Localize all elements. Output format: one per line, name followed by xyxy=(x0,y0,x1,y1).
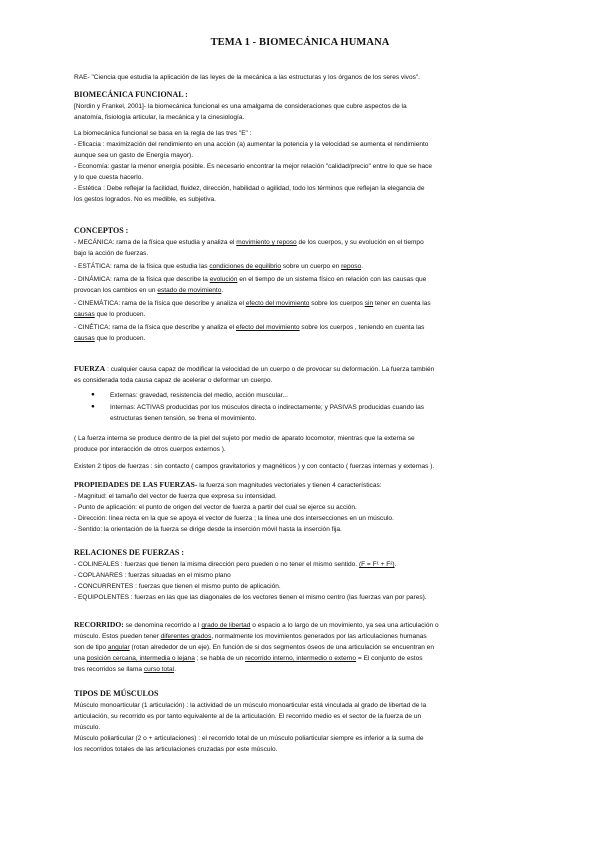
rae-text: - "Ciencia que estudia la aplicación de las leyes de la mecánica a las estructuras y los órganos de los seres vivos". xyxy=(87,74,420,81)
list-item: - COLINEALES : fuerzas que tienen la misma dirección pero pueden o no tener el mismo sentido. (F = F¹ + F²). xyxy=(74,561,397,568)
fuerza-label: FUERZA xyxy=(74,364,106,373)
rae-label: RAE xyxy=(74,74,88,81)
text-line: Músculo poliarticular (2 o + articulaciones) : el recorrido total de un músculo poliarticular siempre es inferior a la suma de xyxy=(74,735,424,742)
text-line: Músculo monoarticular (1 articulación) : la actividad de un músculo monoarticular está vinculada al grado de libertad de la xyxy=(74,702,427,709)
text-line: los gestos logrados. No es medible, es subjetiva. xyxy=(74,196,216,203)
fuerza-tipos: Existen 2 tipos de fuerzas : sin contacto ( campos gravitatorios y magnéticos ) y con contacto ( fuerzas internas y externas ). xyxy=(74,463,435,470)
list-item: - Magnitud: el tamaño del vector de fuerza que expresa su intensidad. xyxy=(74,493,277,500)
section-heading-musculos: TIPOS DE MÚSCULOS xyxy=(74,689,159,698)
text-line: ( La fuerza interna se produce dentro de la piel del sujeto por medio de aparato locomotor, mientras que la externa se xyxy=(74,435,415,442)
concept-cinetica: - CINÉTICA: rama de la física que describe y analiza el efecto del movimiento sobre los cuerpos , teniendo en cuenta las xyxy=(74,324,425,331)
text-line: RECORRIDO: se denomina recorrido a l grado de libertad o espacio a lo largo de un movimiento, ya sea una articulación o xyxy=(74,620,439,629)
fuerza-note xyxy=(74,433,534,455)
concept-cinematica: - CINEMÁTICA: rama de la física que describe y analiza el efecto del movimiento sobre los cuerpos sin tener en cuenta las xyxy=(74,300,431,307)
text-line: es considerada toda causa capaz de acelerar o deformar un cuerpo. xyxy=(74,377,273,384)
text-line: provocan los cambios en un estado de movimiento. xyxy=(74,287,224,294)
bullet-dot: ● xyxy=(91,391,95,398)
text-line: produce por interacción de otros cuerpos externos ). xyxy=(74,446,226,453)
text-line: son de tipo angular (rotan alrededor de un eje). En función de si dos segmentos óseos de una articulación se encuentran en xyxy=(74,644,434,651)
list-item: - COPLANARES : fuerzas situadas en el mismo plano xyxy=(74,572,231,579)
text-line: causas que lo producen. xyxy=(74,311,146,318)
text-line: los recorridos totales de las articulaciones cruzadas por este músculo. xyxy=(74,746,278,753)
text-line: articulación, su recorrido es por tanto equivalente al de la articulación. El recorrido medio es el sector de la fuerza de un xyxy=(74,713,422,720)
text-line: - Eficacia : maximización del rendimiento en una acción (a) aumentar la potencia y la velocidad se aumenta el rendimiento xyxy=(74,141,429,148)
concept-dinamica: - DINÁMICA: rama de la física que describe la evolución en el tiempo de un sistema físico en relación con las causas que xyxy=(74,276,427,283)
text-line: tres recorridos se llama curso total. xyxy=(74,666,176,673)
biomecanica-paragraph xyxy=(74,101,534,205)
list-item: - Punto de aplicación: el punto de origen del vector de fuerza a partir del cual se ejerce su acción. xyxy=(74,504,357,511)
bullet-internas: Internas: ACTIVAS producidas por los músculos directa o indirectamente; y PASIVAS producidas cuando las estructuras tienen tensión, se frena el movimiento. xyxy=(110,404,425,422)
text-line: y lo que cuesta hacerlo. xyxy=(74,174,144,181)
propiedades-list xyxy=(74,491,534,535)
bullet-externas: Externas: gravedad, resistencia del medio, acción muscular... xyxy=(110,392,288,399)
fuerza-paragraph xyxy=(74,363,534,386)
text-line: causas que lo producen. xyxy=(74,335,146,342)
text-line: - Estética : Debe reflejar la facilidad, fluidez, dirección, habilidad o agilidad, todo los términos que reflejan la elegancia de xyxy=(74,185,425,192)
musculos-paragraph xyxy=(74,700,534,755)
text-line: La biomecánica funcional se basa en la regla de las tres "E" : xyxy=(74,130,252,137)
list-item: - Dirección: línea recta en la que se apoya el vector de fuerza ; la línea une dos intersecciones en un músculo. xyxy=(74,515,394,522)
text-line: FUERZA : cualquier causa capaz de modificar la velocidad de un cuerpo o de provocar su deformación. La fuerza también xyxy=(74,364,435,373)
text-line: aunque sea un gasto de Energía mayor). xyxy=(74,152,194,159)
propiedades-heading-line: PROPIEDADES DE LAS FUERZAS- la fuerza son magnitudes vectoriales y tienen 4 características: xyxy=(74,480,382,489)
conceptos-list xyxy=(74,237,534,344)
bullet-dot: ● xyxy=(91,403,95,410)
document-title: TEMA 1 - BIOMECÁNICA HUMANA xyxy=(210,37,390,48)
text-line: músculo. Estos pueden tener diferentes grados, normalmente los movimientos generados por las articulaciones humanas xyxy=(74,633,427,640)
section-heading-propiedades: PROPIEDADES DE LAS FUERZAS- xyxy=(74,480,198,489)
text-line: [Nordin y Frankel, 2001]- la biomecánica funcional es una amalgama de consideraciones que cubre aspectos de la xyxy=(74,103,407,110)
text-line: anatomía, fisiología articular, la mecánica y la cinesiología. xyxy=(74,114,245,121)
rae-definition xyxy=(74,72,534,83)
section-heading-conceptos: CONCEPTOS : xyxy=(74,226,129,235)
section-heading-biomecanica: BIOMECÁNICA FUNCIONAL : xyxy=(74,90,188,99)
text-line: músculo. xyxy=(74,724,101,731)
relaciones-list xyxy=(74,559,534,603)
list-item: - CONCURRENTES : fuerzas que tienen el mismo punto de aplicación. xyxy=(74,583,281,590)
concept-estatica: - ESTÁTICA: rama de la física que estudia las condiciones de equilibrio sobre un cuerpo en reposo. xyxy=(74,263,363,270)
recorrido-label: RECORRIDO: xyxy=(74,620,124,629)
list-item: - EQUIPOLENTES : fuerzas en las que las diagonales de los vectores tienen el mismo centro (las fuerzas van por pares). xyxy=(74,594,427,601)
text-line: una posición cercana, intermedia o lejana ; se habla de un recorrido interno, intermedio o externo = El conjunto de estos xyxy=(74,655,423,662)
recorrido-paragraph xyxy=(74,619,534,675)
concept-mecanica: - MECÁNICA: rama de la física que estudia y analiza el movimiento y reposo de los cuerpos, y su evolución en el tiempo xyxy=(74,239,424,246)
text-line: - Economía: gastar la menor energía posible. Es necesario encontrar la mejor relación "calidad/precio" entre lo que se hace xyxy=(74,163,433,170)
list-item: - Sentido: la orientación de la fuerza se dirige desde la inserción móvil hasta la inserción fija. xyxy=(74,526,342,533)
text-line: bajo la acción de fuerzas. xyxy=(74,250,149,257)
section-heading-relaciones: RELACIONES DE FUERZAS : xyxy=(74,548,185,557)
